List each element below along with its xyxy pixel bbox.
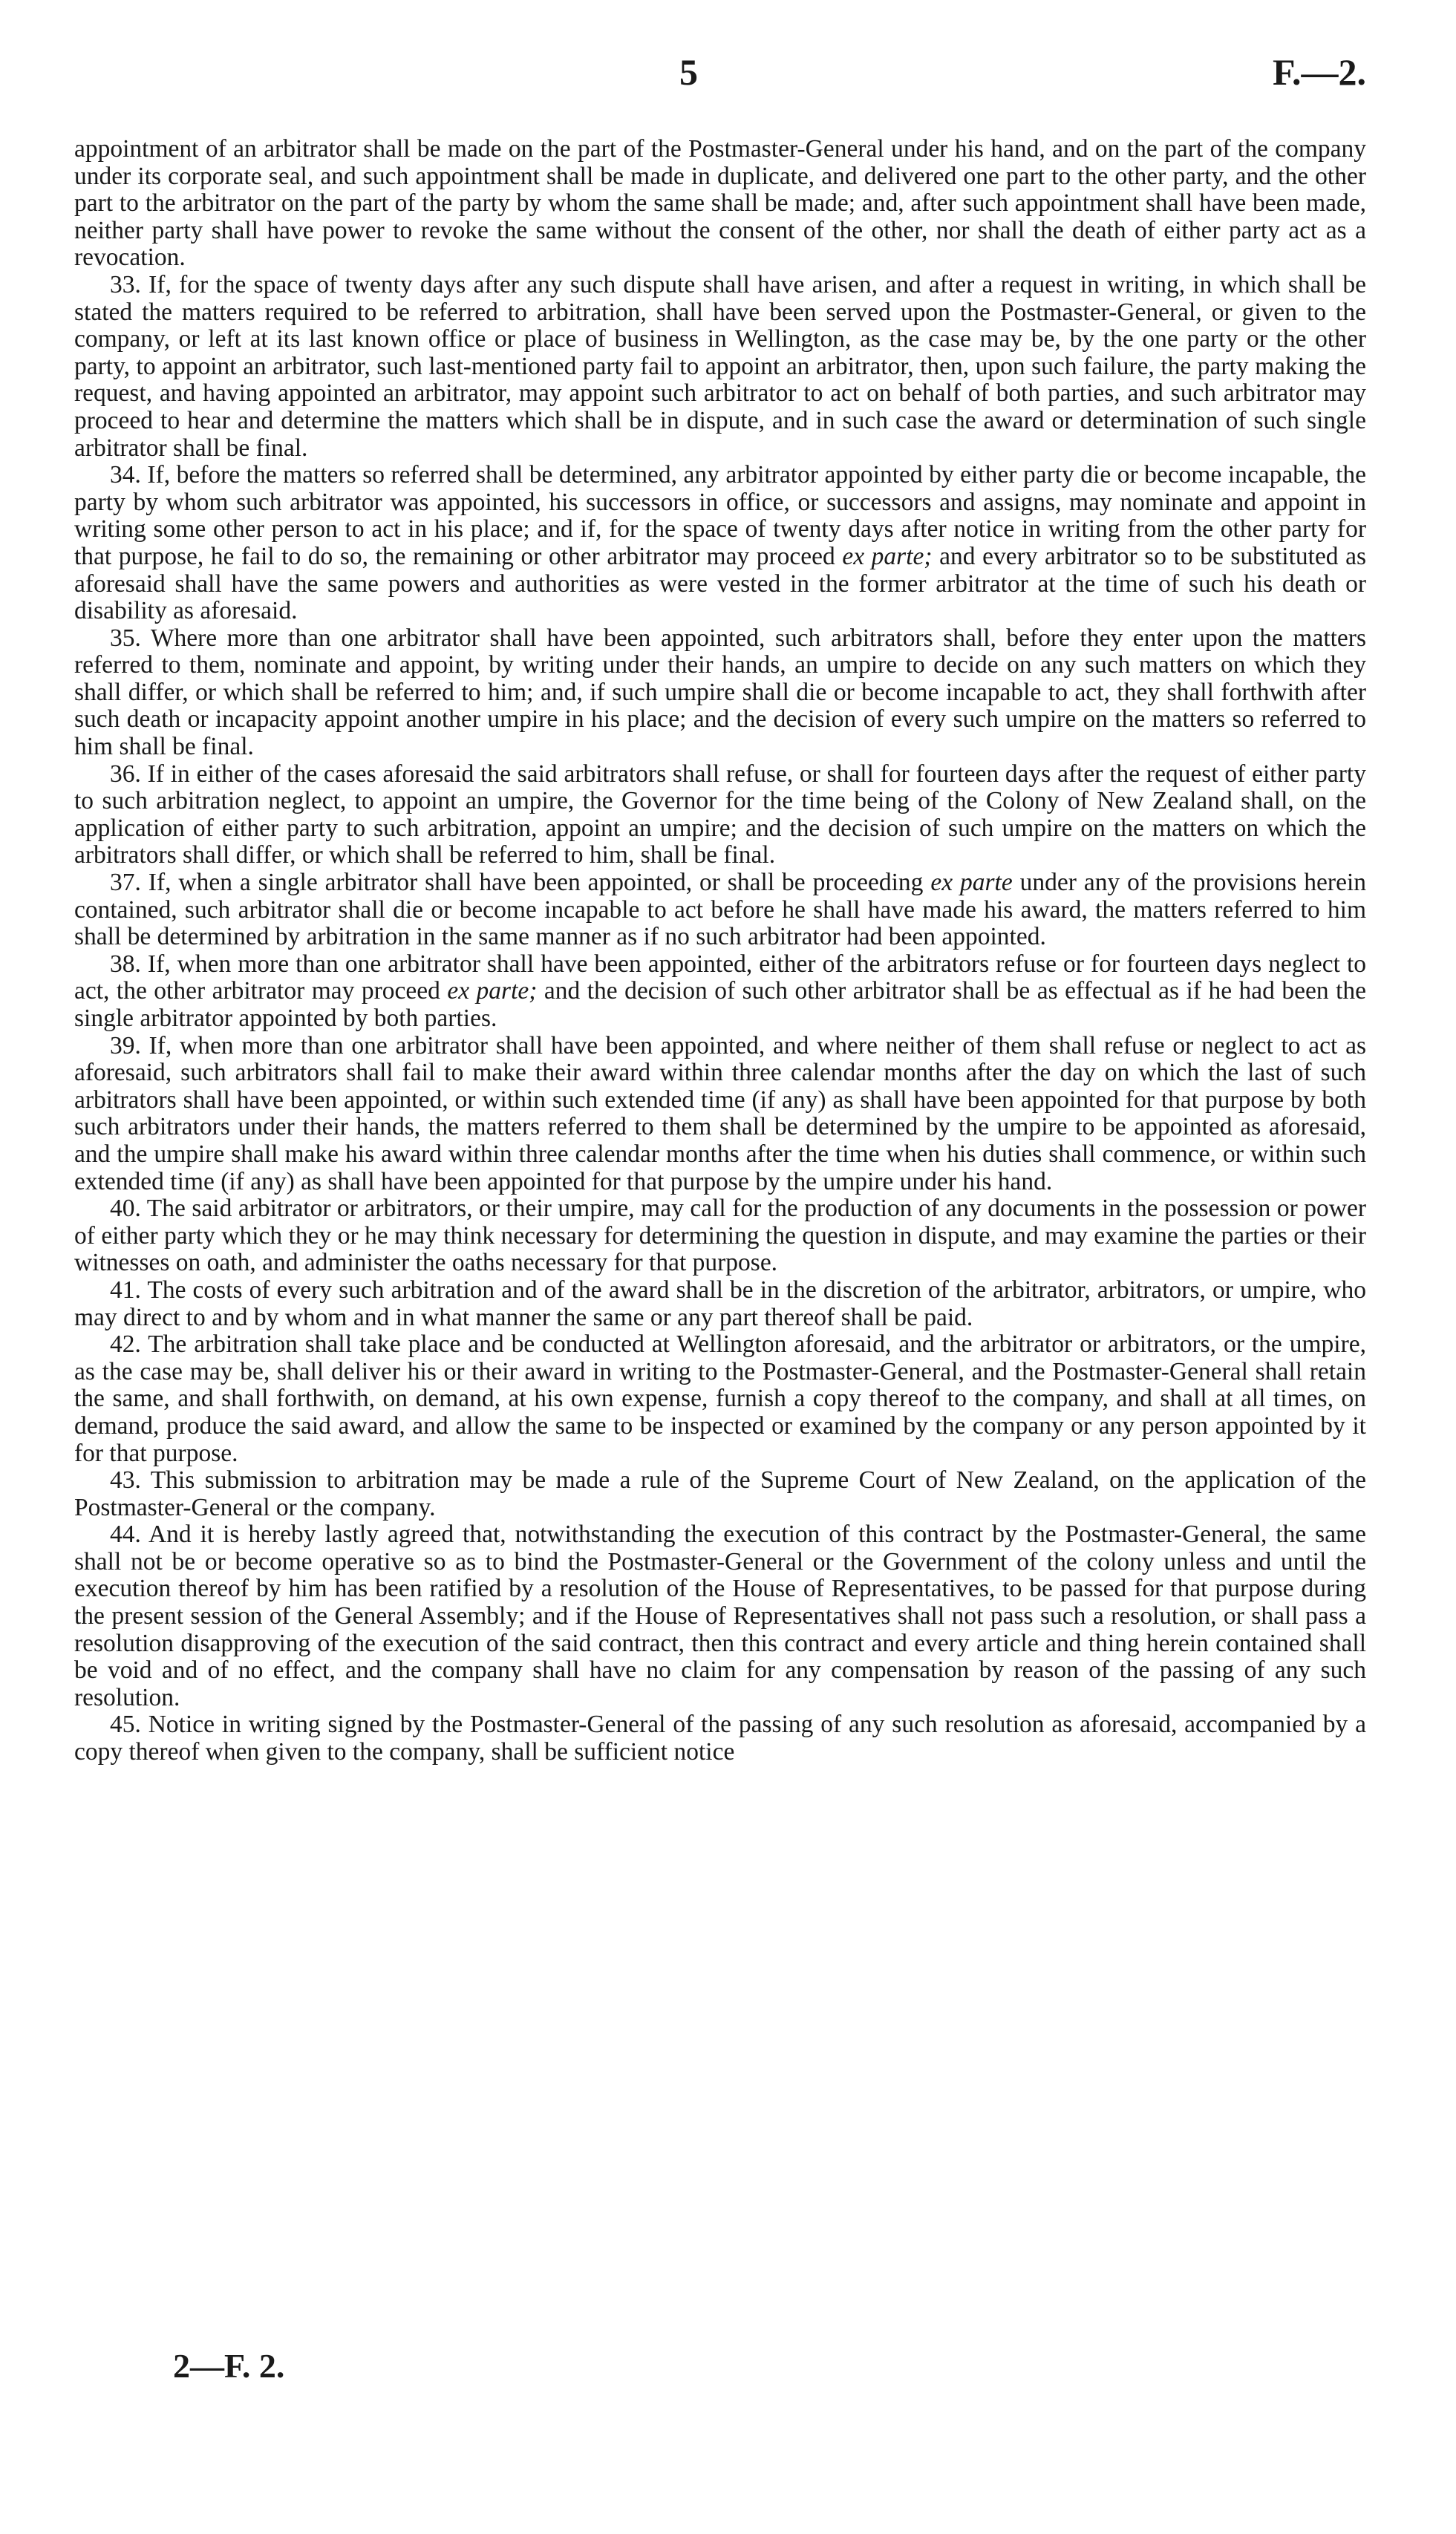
clause-36: 36. If in either of the cases aforesaid the said arbitrators shall refuse, or shall for fourteen days after the request of either party to such arbitration neglect, to appoint an umpire, the Governor for the time being of the Colony of New Zealand shall, on the application of either party to such arbitration, appoint an umpire; and the decision of such umpire on the matters on which the arbitrators shall differ, or which shall be referred to him, shall be final. — [74, 760, 1366, 869]
clause-43: 43. This submission to arbitration may be made a rule of the Supreme Court of New Zealand, on the application of the Postmaster-General or the company. — [74, 1466, 1366, 1521]
clause-34 — [74, 462, 1366, 625]
continuation-paragraph: appointment of an arbitrator shall be made on the part of the Postmaster-General under his hand, and on the part of the company under its corporate seal, and such appointment shall be made in duplicate, and delivered one part to the other party, and the other part to the arbitrator on the part of the party by whom the same shall be made; and, after such appointment shall have been made, neither party shall have power to revoke the same without the consent of the other, nor shall the death of either party act as a revocation. — [74, 135, 1366, 272]
clause-34-text-a: 34. If, before the matters so referred shall be determined, any arbitrator appointed by either party die or become incapable, the party by whom such arbitrator was appointed, his successors in office, or successors and assigns, may nominate and appoint in writing some other person to act in his place; and if, for the space of twenty days after notice in writing from the other party for that purpose, he fail to do so, the remaining or other arbitrator may proceed — [74, 461, 1366, 570]
document-body — [74, 136, 1366, 1766]
clause-37-text-b: under any of the provisions herein contained, such arbitrator shall die or become incapable to act before he shall have made his award, the matters referred to him shall be determined by arbitration in the same manner as if no such arbitrator had been appointed. — [74, 869, 1367, 951]
paper-reference: F.—2. — [1273, 51, 1366, 93]
clause-34-text-b: and every arbitrator so to be substituted as aforesaid shall have the same powers and authorities as were vested in the former arbitrator at the time of such his death or disability as aforesaid. — [74, 542, 1367, 625]
clause-38-text-a: 38. If, when more than one arbitrator shall have been appointed, either of the arbitrators refuse or for fourteen days neglect to act, the other arbitrator may proceed — [74, 950, 1366, 1005]
page-header — [74, 50, 1366, 95]
clause-37-italic: ex parte — [930, 869, 1013, 897]
clause-37 — [74, 869, 1366, 951]
clause-39: 39. If, when more than one arbitrator shall have been appointed, and where neither of them shall refuse or neglect to act as aforesaid, such arbitrators shall fail to make their award within three calendar months after the day on which the last of such arbitrators shall have been appointed, or within such extended time (if any) as shall have been appointed for that purpose by both such arbitrators under their hands, the matters referred to them shall be determined by the umpire to be appointed as aforesaid, and the umpire shall make his award within three calendar months after the time when his duties shall commence, or within such extended time (if any) as shall have been appointed for that purpose by the umpire under his hand. — [74, 1031, 1366, 1195]
clause-38-text-b: and the decision of such other arbitrator shall be as effectual as if he had been the single arbitrator appointed by both parties. — [74, 977, 1367, 1032]
clause-35: 35. Where more than one arbitrator shall have been appointed, such arbitrators shall, before they enter upon the matters referred to them, nominate and appoint, by writing under their hands, an umpire to decide on any such matters on which they shall differ, or which shall be referred to him; and, if such umpire shall die or become incapable to act, they shall forthwith after such death or incapacity appoint another umpire in his place; and the decision of every such umpire on the matters so referred to him shall be final. — [74, 624, 1366, 761]
clause-42: 42. The arbitration shall take place and be conducted at Wellington aforesaid, and the arbitrator or arbitrators, or the umpire, as the case may be, shall deliver his or their award in writing to the Postmaster-General, and the Postmaster-General shall retain the same, and shall forthwith, on demand, at his own expense, furnish a copy thereof to the company, and shall at all times, on demand, produce the said award, and allow the same to be inspected or examined by the company or any person appointed by it for that purpose. — [74, 1330, 1366, 1467]
page-number: 5 — [679, 51, 698, 93]
printer-signature: 2—F. 2. — [173, 2347, 285, 2385]
clause-41: 41. The costs of every such arbitration and of the award shall be in the discretion of the arbitrator, arbitrators, or umpire, who may direct to and by whom and in what manner the same or any part thereof shall be paid. — [74, 1276, 1366, 1331]
clause-44: 44. And it is hereby lastly agreed that, notwithstanding the execution of this contract by the Postmaster-General, the same shall not be or become operative so as to bind the Postmaster-General or the Government of the colony unless and until the execution thereof by him has been ratified by a resolution of the House of Representatives, to be passed for that purpose during the present session of the General Assembly; and if the House of Representatives shall not pass such a resolution, or shall pass a resolution disapproving of the execution of the said contract, then this contract and every article and thing herein contained shall be void and of no effect, and the company shall have no claim for any compensation by reason of the passing of any such resolution. — [74, 1521, 1366, 1711]
clause-40: 40. The said arbitrator or arbitrators, or their umpire, may call for the production of any documents in the possession or power of either party which they or he may think necessary for determining the question in dispute, and may examine the parties or their witnesses on oath, and administer the oaths necessary for that purpose. — [74, 1195, 1366, 1277]
clause-34-italic: ex parte; — [842, 542, 933, 570]
clause-33: 33. If, for the space of twenty days after any such dispute shall have arisen, and after a request in writing, in which shall be stated the matters required to be referred to arbitration, shall have been served upon the Postmaster-General, or given to the company, or left at its last known office or place of business in Wellington, as the case may be, by the one party or the other party, to appoint an arbitrator, such last-mentioned party fail to appoint an arbitrator, then, upon such failure, the party making the request, and having appointed an arbitrator, may appoint such arbitrator to act on behalf of both parties, and such arbitrator may proceed to hear and determine the matters which shall be in dispute, and in such case the award or determination of such single arbitrator shall be final. — [74, 270, 1366, 462]
clause-45: 45. Notice in writing signed by the Postmaster-General of the passing of any such resolution as aforesaid, accompanied by a copy thereof when given to the company, shall be sufficient notice — [74, 1711, 1366, 1766]
clause-37-text-a: 37. If, when a single arbitrator shall have been appointed, or shall be proceeding — [110, 869, 924, 897]
clause-38-italic: ex parte; — [447, 977, 538, 1005]
clause-38 — [74, 951, 1366, 1033]
